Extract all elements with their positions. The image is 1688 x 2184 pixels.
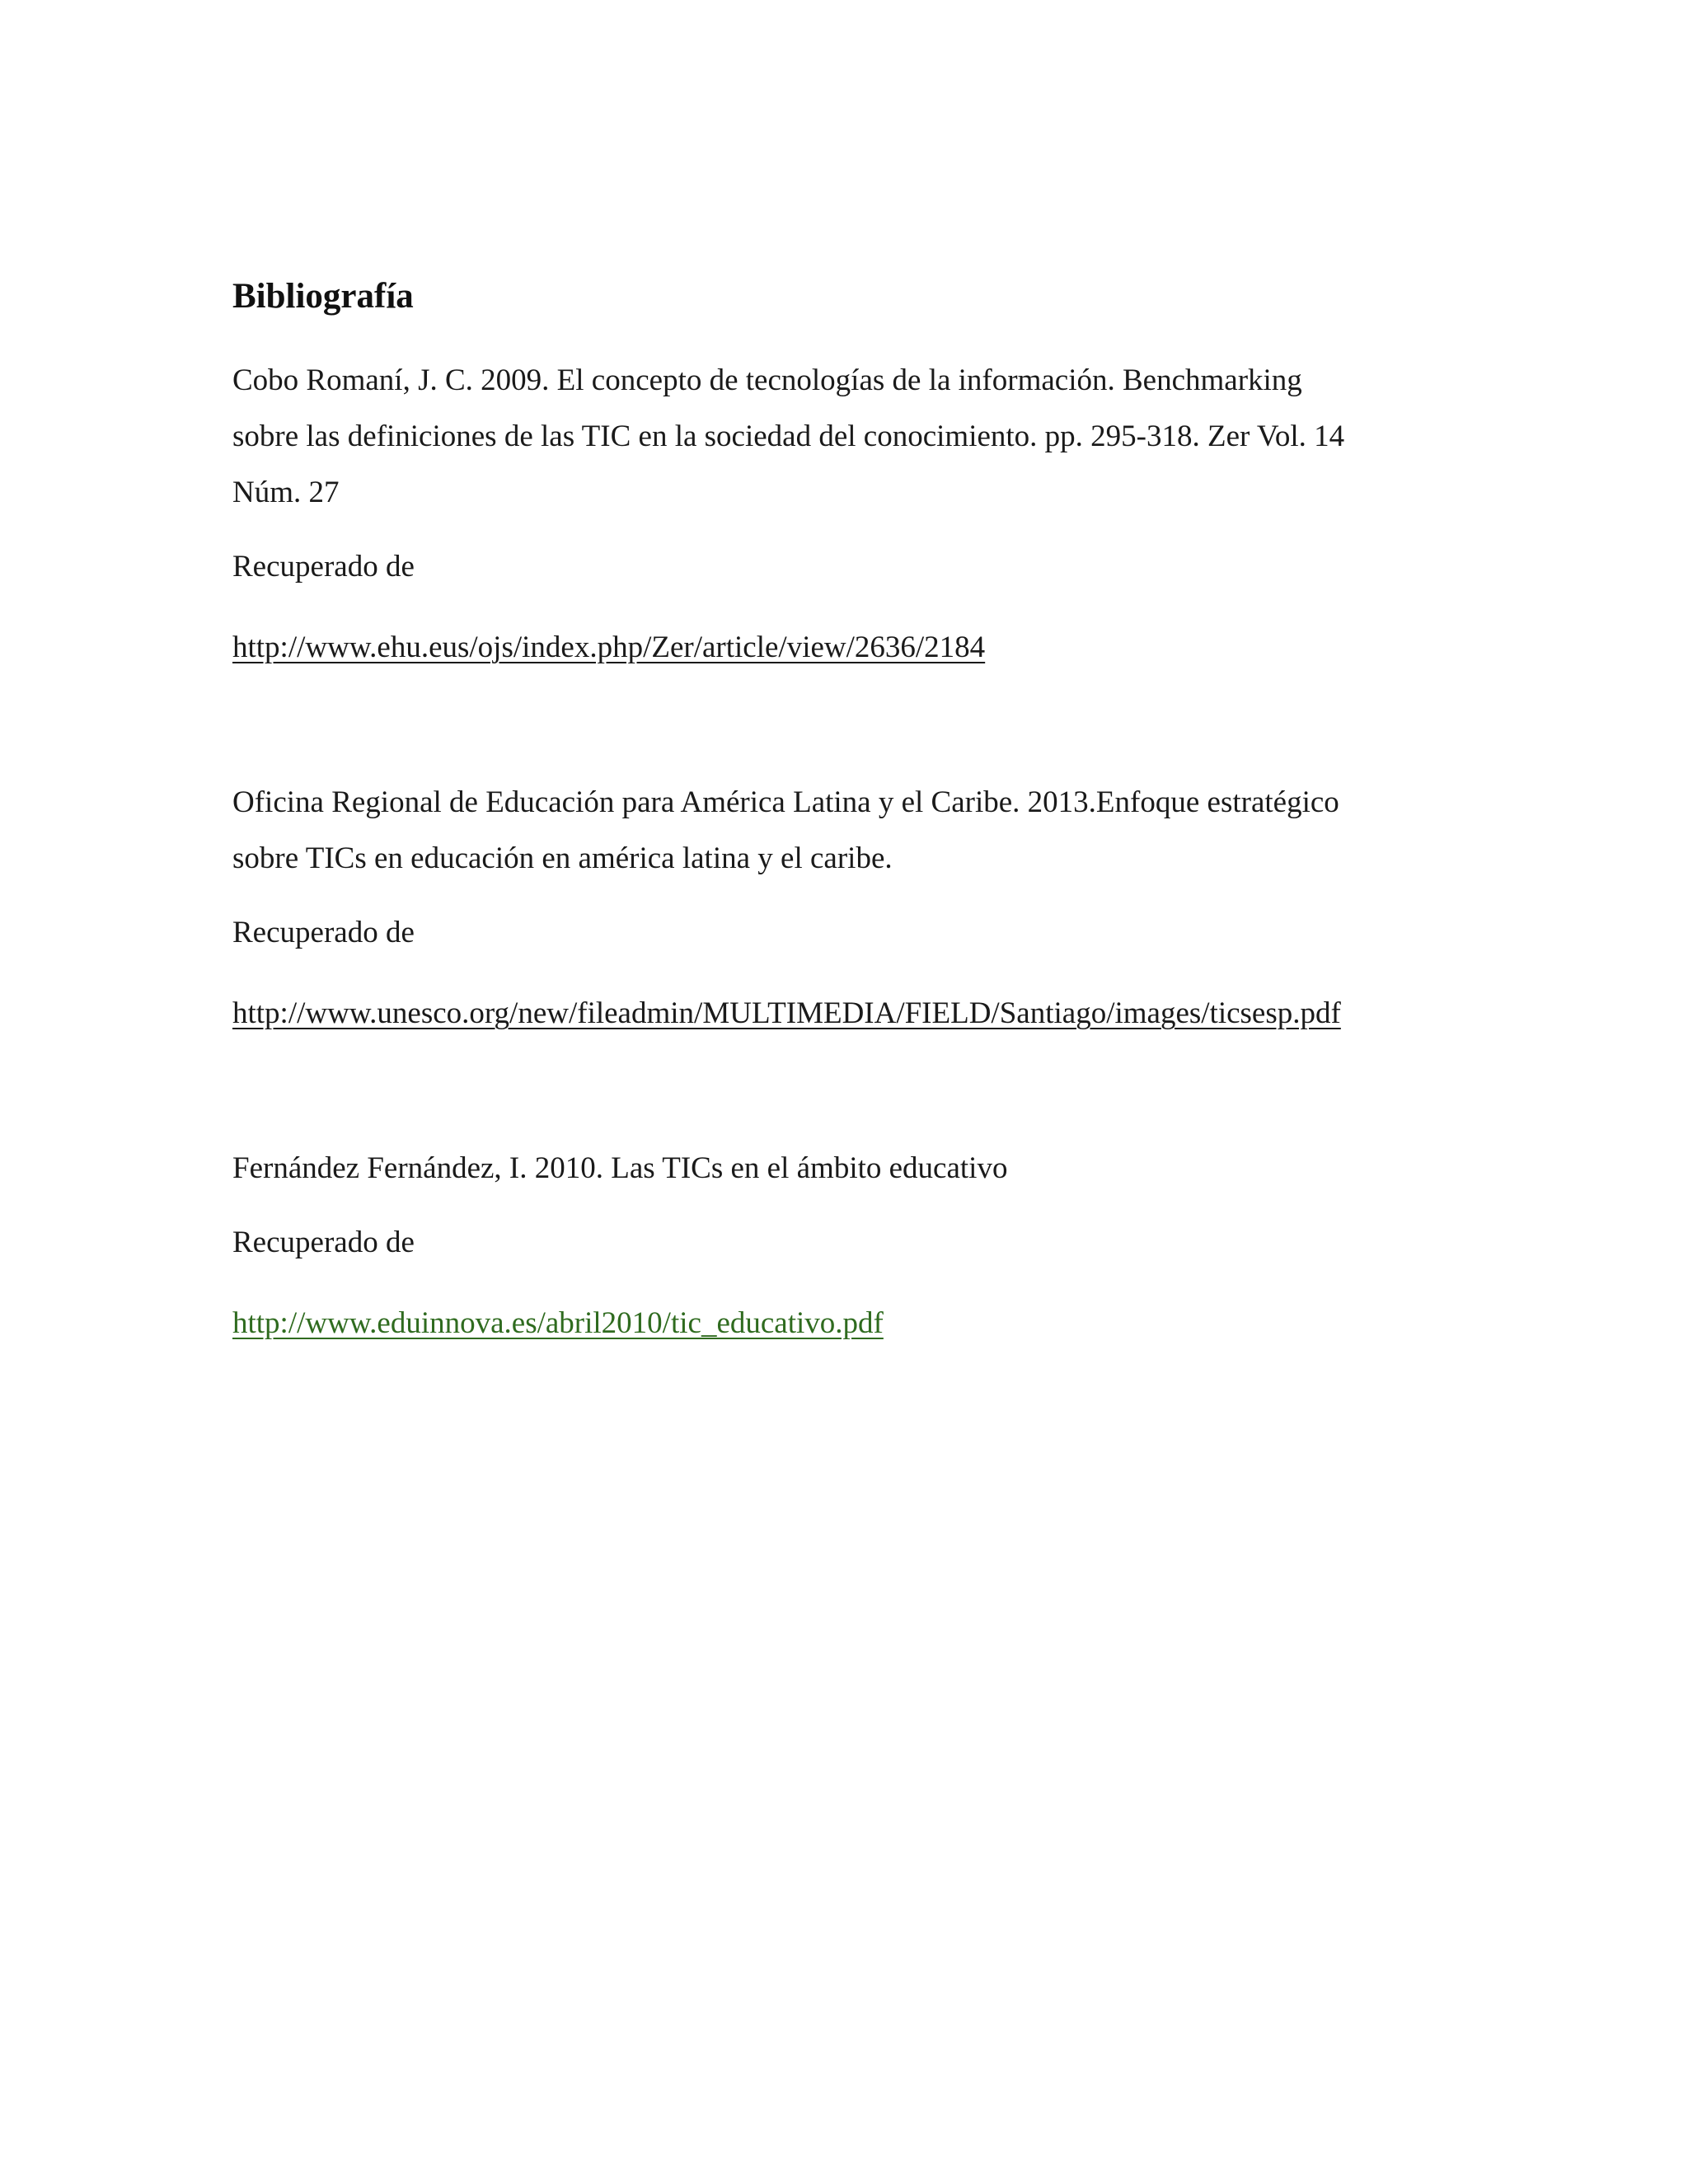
citation-line: Fernández Fernández, I. 2010. Las TICs en el ámbito educativo [232,1151,1008,1185]
citation-line: Cobo Romaní, J. C. 2009. El concepto de tecnologías de la información. Benchmarking [232,363,1302,397]
reference-link[interactable]: http://www.ehu.eus/ojs/index.php/Zer/article/view/2636/2184 [232,630,986,664]
bibliography-entry-1 [232,353,1469,673]
retrieved-label: Recuperado de [232,550,415,583]
citation-line: sobre las definiciones de las TIC en la sociedad del conocimiento. pp. 295-318. Zer Vol. 14 [232,419,1345,453]
citation-line: Oficina Regional de Educación para América Latina y el Caribe. 2013.Enfoque estratégico [232,785,1339,819]
citation-line: Núm. 27 [232,476,340,509]
bibliography-entry-3 [232,1141,1469,1348]
bibliography-entry-2 [232,775,1469,1038]
page-title: Bibliografía [232,277,414,316]
reference-link[interactable]: http://www.unesco.org/new/fileadmin/MULTIMEDIA/FIELD/Santiago/images/ticsesp.pdf [232,996,1341,1030]
reference-link-visited[interactable]: http://www.eduinnova.es/abril2010/tic_educativo.pdf [232,1306,884,1340]
retrieved-label: Recuperado de [232,916,415,949]
retrieved-label: Recuperado de [232,1226,415,1259]
citation-line: sobre TICs en educación en américa latina y el caribe. [232,841,893,875]
bibliography-section [232,272,1469,1348]
